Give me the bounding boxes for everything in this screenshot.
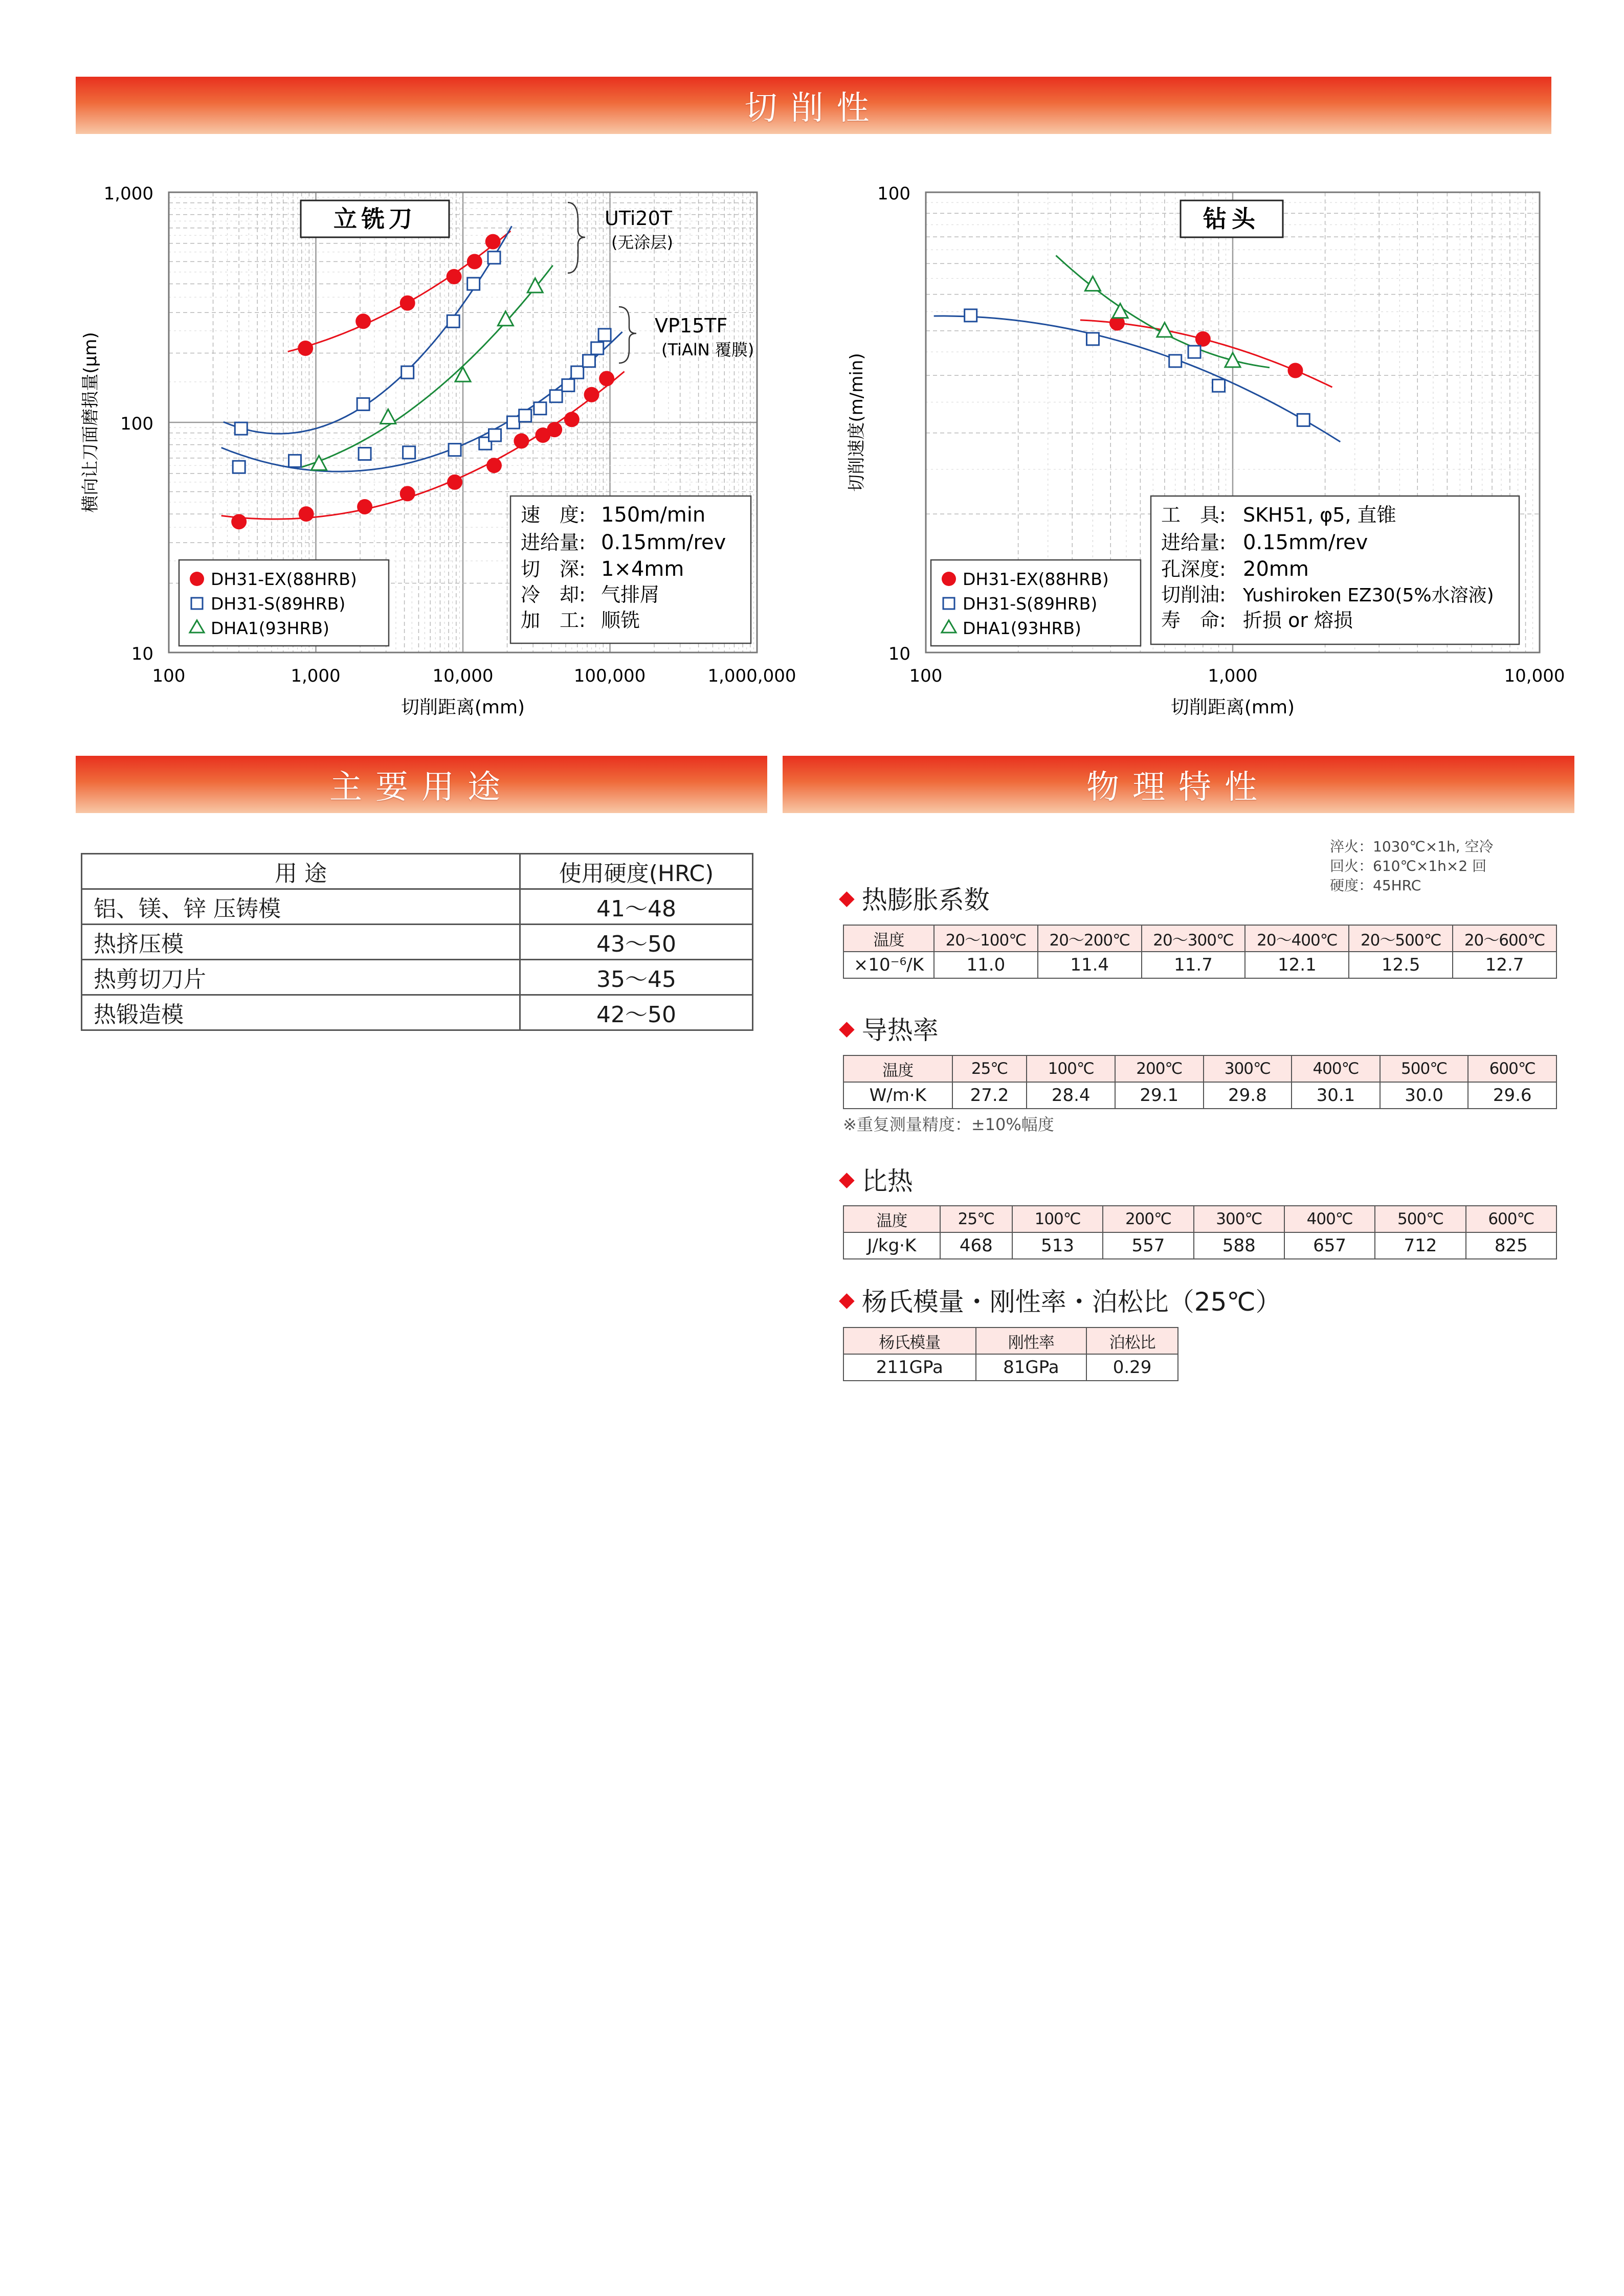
header-cell: 20～600℃ [1453, 925, 1556, 952]
mill-markers [231, 234, 614, 530]
elastic-title: 杨氏模量・刚性率・泊松比（25℃） [861, 1287, 1281, 1317]
table-header-row [843, 1327, 1178, 1354]
drill-cond-feed-key: 进给量: [1161, 531, 1226, 554]
drill-xtick-1000: 1,000 [1208, 666, 1258, 686]
drill-cond-tool-val: SKH51, φ5, 直锥 [1243, 504, 1396, 526]
mill-data-point-triangle [455, 367, 471, 381]
drill-markers [965, 277, 1310, 426]
value-cell: 12.1 [1245, 952, 1349, 978]
drill-xtick-10000: 10,000 [1504, 666, 1565, 686]
mill-xtick-100000: 100,000 [573, 666, 646, 686]
thermal-expansion-heading [839, 880, 990, 916]
mill-cond-cool-key: 冷 却: [521, 583, 586, 606]
table-row [82, 960, 753, 995]
drill-data-point-square [965, 309, 977, 322]
mill-data-point-circle [486, 458, 502, 473]
mill-cond-speed-val: 150m/min [601, 503, 706, 527]
header-cell: 600℃ [1466, 1206, 1556, 1232]
header-cell: 刚性率 [976, 1327, 1087, 1354]
value-cell: 11.7 [1142, 952, 1245, 978]
value-cell: 0.29 [1086, 1354, 1178, 1381]
mill-data-point-square [519, 410, 531, 422]
value-cell: 12.5 [1349, 952, 1453, 978]
mill-xtick-100: 100 [152, 666, 186, 686]
unit-cell: J/kg·K [843, 1232, 940, 1259]
specific-heat-title: 比热 [861, 1166, 913, 1196]
usage-use-cell: 铝、镁、锌 压铸模 [82, 889, 520, 925]
thermal-expansion-table [843, 925, 1557, 979]
header-cell: 20～500℃ [1349, 925, 1453, 952]
mill-data-point-circle [485, 234, 501, 250]
header-cell: 100℃ [1027, 1055, 1115, 1082]
mill-chart [72, 174, 813, 726]
drill-ytick-10: 10 [888, 644, 910, 664]
value-cell: 712 [1375, 1232, 1465, 1259]
usage-header-use: 用 途 [82, 854, 520, 889]
drill-cond-oil-key: 切削油: [1161, 583, 1226, 606]
mill-data-point-square [591, 342, 604, 354]
note-temper: 回火：610℃×1h×2 回 [1330, 858, 1487, 874]
usage-use-cell: 热挤压模 [82, 925, 520, 960]
mill-cond-feed-key: 进给量: [521, 531, 586, 554]
mill-ytick-100: 100 [120, 414, 153, 434]
mill-data-point-square [550, 390, 562, 402]
drill-data-point-square [1297, 414, 1309, 426]
usage-header-hrc: 使用硬度(HRC) [520, 854, 753, 889]
mill-data-point-triangle [381, 409, 396, 423]
mill-legend-dh31ex: DH31-EX(88HRB) [211, 569, 357, 589]
mill-ylabel: 横向让刀面磨损量(μm) [80, 332, 101, 513]
mill-data-point-circle [564, 412, 580, 427]
header-cell: 20～400℃ [1245, 925, 1349, 952]
drill-xlabel: 切削距离(mm) [1170, 697, 1295, 718]
mill-cond-depth-key: 切 深: [521, 558, 586, 580]
header-cell: 25℃ [940, 1206, 1012, 1232]
note-quench: 淬火：1030℃×1h, 空冷 [1330, 838, 1494, 855]
mill-data-point-triangle [498, 311, 513, 326]
header-cell: 杨氏模量 [843, 1327, 976, 1354]
mill-data-point-circle [299, 506, 314, 522]
drill-legend-square-marker [943, 598, 954, 609]
usage-hrc-cell: 42～50 [520, 995, 753, 1030]
header-cell: 100℃ [1012, 1206, 1103, 1232]
value-cell: 29.6 [1468, 1082, 1556, 1109]
value-cell: 28.4 [1027, 1082, 1115, 1109]
mill-ytick-1000: 1,000 [103, 184, 153, 204]
drill-ylabel: 切削速度(m/min) [847, 353, 867, 492]
drill-series-line [934, 316, 1341, 442]
value-cell: 557 [1103, 1232, 1193, 1259]
mill-data-point-square [534, 402, 546, 415]
header-cell: 500℃ [1380, 1055, 1469, 1082]
table-row [843, 1354, 1178, 1381]
value-cell: 30.0 [1380, 1082, 1469, 1109]
mill-legend-dh31s: DH31-S(89HRB) [211, 594, 346, 614]
section-title-physical: 物理特性 [1086, 769, 1271, 806]
mill-ytick-10: 10 [131, 644, 153, 664]
mill-data-point-square [357, 398, 369, 410]
value-cell: 81GPa [976, 1354, 1087, 1381]
drill-cond-oil-val: Yushiroken EZ30(5%水溶液) [1243, 585, 1494, 606]
elastic-table [843, 1327, 1178, 1381]
mill-data-point-square [583, 355, 595, 367]
value-cell: 11.0 [934, 952, 1038, 978]
usage-hrc-cell: 35～45 [520, 960, 753, 995]
mill-panel-label: 立铣刀 [333, 205, 416, 233]
mill-data-point-square [468, 278, 480, 290]
heat-treatment-note [1330, 837, 1494, 895]
mill-data-point-square [288, 455, 301, 467]
value-cell: 27.2 [952, 1082, 1027, 1109]
mill-xtick-10000: 10,000 [432, 666, 494, 686]
header-cell: 400℃ [1292, 1055, 1380, 1082]
drill-panel-label: 钻头 [1203, 205, 1260, 233]
drill-data-point-square [1169, 355, 1182, 367]
value-cell: 211GPa [843, 1354, 976, 1381]
mill-data-point-circle [447, 475, 462, 490]
mill-data-point-square [359, 448, 371, 460]
table-row [82, 889, 753, 925]
mill-data-point-square [571, 366, 584, 378]
value-cell: 468 [940, 1232, 1012, 1259]
mill-cond-process-val: 顺铣 [601, 609, 640, 632]
header-cell: 300℃ [1194, 1206, 1284, 1232]
drill-data-point-square [1086, 333, 1099, 345]
mill-data-point-circle [547, 422, 562, 437]
header-cell: 20～300℃ [1142, 925, 1245, 952]
drill-legend-dh31ex: DH31-EX(88HRB) [963, 569, 1109, 589]
table-row [82, 925, 753, 960]
usage-table [81, 853, 753, 1031]
mill-data-point-square [507, 416, 519, 429]
mill-legend-dha1: DHA1(93HRB) [211, 618, 329, 638]
value-cell: 11.4 [1038, 952, 1142, 978]
usage-use-cell: 热锻造模 [82, 995, 520, 1030]
section-title-cutting: 切削性 [744, 89, 883, 127]
mill-data-point-circle [231, 514, 247, 529]
mill-xtick-1000: 1,000 [291, 666, 341, 686]
mill-brace-vp15tf [619, 307, 636, 363]
value-cell: 29.1 [1115, 1082, 1204, 1109]
drill-xtick-100: 100 [909, 666, 943, 686]
mill-cond-speed-key: 速 度: [521, 504, 586, 526]
mill-annot-vp15tf-title: VP15TF [655, 314, 728, 337]
thermal-expansion-title: 热膨胀系数 [861, 885, 990, 915]
mill-series-line [288, 231, 511, 352]
mill-data-point-square [233, 461, 245, 473]
header-cell: 20～200℃ [1038, 925, 1142, 952]
mill-cond-depth-val: 1×4mm [601, 557, 684, 581]
mill-data-point-circle [298, 341, 313, 356]
usage-header-row [82, 854, 753, 889]
header-cell: 25℃ [952, 1055, 1027, 1082]
mill-legend-square-marker [191, 598, 203, 609]
mill-cond-process-key: 加 工: [521, 609, 586, 632]
diamond-bullet-icon: ◆ [839, 1017, 855, 1040]
diamond-bullet-icon: ◆ [839, 886, 855, 910]
drill-cond-life-key: 寿 命: [1161, 609, 1226, 632]
mill-cond-cool-val: 气排屑 [601, 583, 660, 606]
section-band-physical [783, 756, 1574, 813]
drill-legend-circle-marker [942, 572, 956, 586]
table-header-row [843, 925, 1556, 952]
value-cell: 657 [1284, 1232, 1375, 1259]
unit-cell: W/m·K [843, 1082, 952, 1109]
drill-cond-feed-val: 0.15mm/rev [1243, 531, 1368, 554]
table-row [843, 1082, 1556, 1109]
drill-curves [934, 256, 1341, 442]
header-cell: 200℃ [1103, 1206, 1193, 1232]
note-hardness: 硬度：45HRC [1330, 877, 1421, 894]
measurement-note: ※重复测量精度：±10%幅度 [843, 1115, 1054, 1134]
drill-ytick-100: 100 [877, 184, 910, 204]
mill-data-point-square [449, 444, 461, 456]
specific-heat-table [843, 1205, 1557, 1259]
mill-data-point-square [235, 422, 247, 435]
mill-legend-circle-marker [190, 572, 204, 586]
thermal-conductivity-table [843, 1055, 1557, 1109]
usage-hrc-cell: 43～50 [520, 925, 753, 960]
section-title-usage: 主要用途 [329, 769, 514, 806]
section-band-cutting [76, 77, 1551, 134]
table-header-row [843, 1206, 1556, 1232]
drill-cond-depth-key: 孔深度: [1161, 558, 1226, 580]
unit-cell: ×10⁻⁶/K [843, 952, 934, 978]
mill-annot-uti20t-sub: (无涂层) [611, 233, 673, 252]
mill-annot-vp15tf-sub: (TiAlN 覆膜) [661, 340, 754, 359]
drill-data-point-square [1188, 346, 1200, 358]
section-band-usage [76, 756, 767, 813]
mill-data-point-circle [400, 486, 415, 501]
mill-data-point-square [402, 366, 414, 378]
mill-data-point-circle [467, 254, 482, 269]
mill-cond-feed-val: 0.15mm/rev [601, 531, 726, 554]
diamond-bullet-icon: ◆ [839, 1288, 855, 1312]
mill-data-point-circle [514, 433, 529, 448]
value-cell: 29.8 [1204, 1082, 1292, 1109]
mill-data-point-circle [584, 387, 599, 402]
mill-data-point-square [598, 329, 611, 341]
mill-data-point-circle [447, 269, 462, 284]
value-cell: 825 [1466, 1232, 1556, 1259]
header-cell: 300℃ [1204, 1055, 1292, 1082]
header-cell: 200℃ [1115, 1055, 1204, 1082]
mill-curves [221, 226, 625, 519]
header-cell: 20～100℃ [934, 925, 1038, 952]
drill-data-point-square [1213, 379, 1225, 392]
mill-data-point-square [447, 315, 459, 327]
mill-annot-uti20t-title: UTi20T [605, 207, 672, 230]
thermal-conductivity-heading [839, 1010, 939, 1047]
mill-data-point-square [403, 446, 415, 459]
drill-legend-dh31s: DH31-S(89HRB) [963, 594, 1098, 614]
specific-heat-heading [839, 1161, 913, 1198]
mill-data-point-circle [599, 371, 614, 386]
header-cell: 600℃ [1468, 1055, 1556, 1082]
usage-use-cell: 热剪切刀片 [82, 960, 520, 995]
mill-xtick-1000000: 1,000,000 [707, 666, 796, 686]
header-cell: 泊松比 [1086, 1327, 1178, 1354]
drill-data-point-circle [1195, 331, 1211, 347]
drill-data-point-circle [1287, 363, 1303, 378]
mill-xlabel: 切削距离(mm) [401, 697, 525, 718]
mill-data-point-circle [355, 313, 371, 329]
header-cell: 温度 [843, 1055, 952, 1082]
elastic-heading [839, 1281, 1281, 1318]
drill-cond-tool-key: 工 具: [1161, 504, 1226, 526]
mill-data-point-square [489, 429, 501, 441]
usage-hrc-cell: 41～48 [520, 889, 753, 925]
drill-data-point-triangle [1225, 353, 1240, 367]
mill-data-point-circle [400, 296, 415, 311]
value-cell: 30.1 [1292, 1082, 1380, 1109]
table-row [82, 995, 753, 1030]
thermal-conductivity-title: 导热率 [861, 1016, 939, 1045]
mill-data-point-circle [357, 499, 372, 514]
table-row [843, 952, 1556, 978]
diamond-bullet-icon: ◆ [839, 1167, 855, 1191]
value-cell: 12.7 [1453, 952, 1556, 978]
drill-cond-life-val: 折损 or 熔损 [1243, 609, 1353, 632]
value-cell: 513 [1012, 1232, 1103, 1259]
drill-legend-dha1: DHA1(93HRB) [963, 618, 1081, 638]
value-cell: 588 [1194, 1232, 1284, 1259]
mill-data-point-square [562, 379, 574, 391]
table-header-row [843, 1055, 1556, 1082]
header-cell: 温度 [843, 925, 934, 952]
mill-data-point-square [488, 252, 500, 264]
table-row [843, 1232, 1556, 1259]
header-cell: 温度 [843, 1206, 940, 1232]
header-cell: 500℃ [1375, 1206, 1465, 1232]
header-cell: 400℃ [1284, 1206, 1375, 1232]
drill-cond-depth-val: 20mm [1243, 557, 1309, 581]
drill-chart [839, 174, 1565, 726]
